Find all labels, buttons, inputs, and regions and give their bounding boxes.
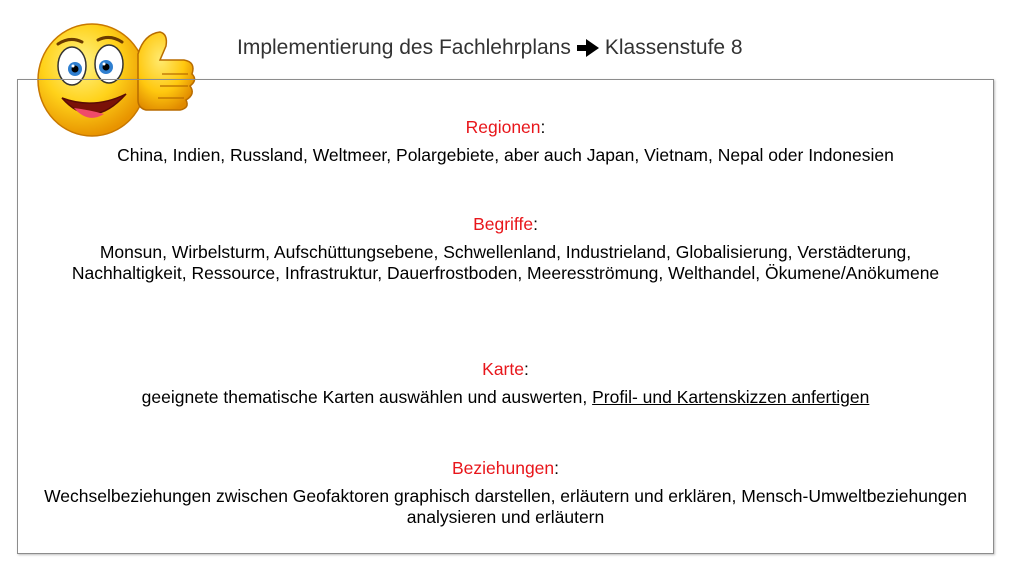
section-heading (18, 458, 993, 479)
heading-colon: : (523, 359, 529, 379)
section-regionen (18, 117, 993, 166)
section-karte (18, 359, 993, 408)
section-heading (18, 214, 993, 235)
section-heading (18, 359, 993, 380)
section-heading (18, 117, 993, 138)
heading-begriffe: Begriffe (473, 214, 534, 234)
karte-text-underlined: Profil- und Kartenskizzen anfertigen (592, 387, 870, 407)
karte-text-plain: geeignete thematische Karten auswählen und auswerten, (141, 387, 593, 407)
regionen-text: China, Indien, Russland, Weltmeer, Polargebiete, aber auch Japan, Vietnam, Nepal oder Indonesien (117, 145, 894, 165)
heading-karte: Karte (482, 359, 524, 379)
page-title (237, 36, 743, 60)
section-beziehungen (18, 458, 993, 528)
heading-colon: : (533, 214, 538, 234)
title-right: Klassenstufe 8 (604, 36, 743, 59)
heading-colon: : (540, 117, 546, 137)
heading-colon: : (554, 458, 560, 478)
begriffe-text: Monsun, Wirbelsturm, Aufschüttungsebene, Schwellenland, Industrieland, Globalisierung, Verstädterung, Nachhaltigkeit, Ressource, Infrastruktur, Dauerfrostboden, Meeresströmung, Welthandel, Ökumene/Anökumene (71, 242, 940, 283)
content-box (17, 79, 994, 554)
arrow-right-icon (577, 39, 599, 57)
karte-text (18, 387, 993, 408)
title-left: Implementierung des Fachlehrplans (237, 36, 571, 59)
heading-beziehungen: Beziehungen (451, 458, 555, 478)
beziehungen-text: Wechselbeziehungen zwischen Geofaktoren graphisch darstellen, erläutern und erklären, Mensch-Umweltbeziehungen analysieren und erläutern (44, 486, 967, 527)
heading-regionen: Regionen (465, 117, 541, 137)
section-begriffe (18, 214, 993, 284)
